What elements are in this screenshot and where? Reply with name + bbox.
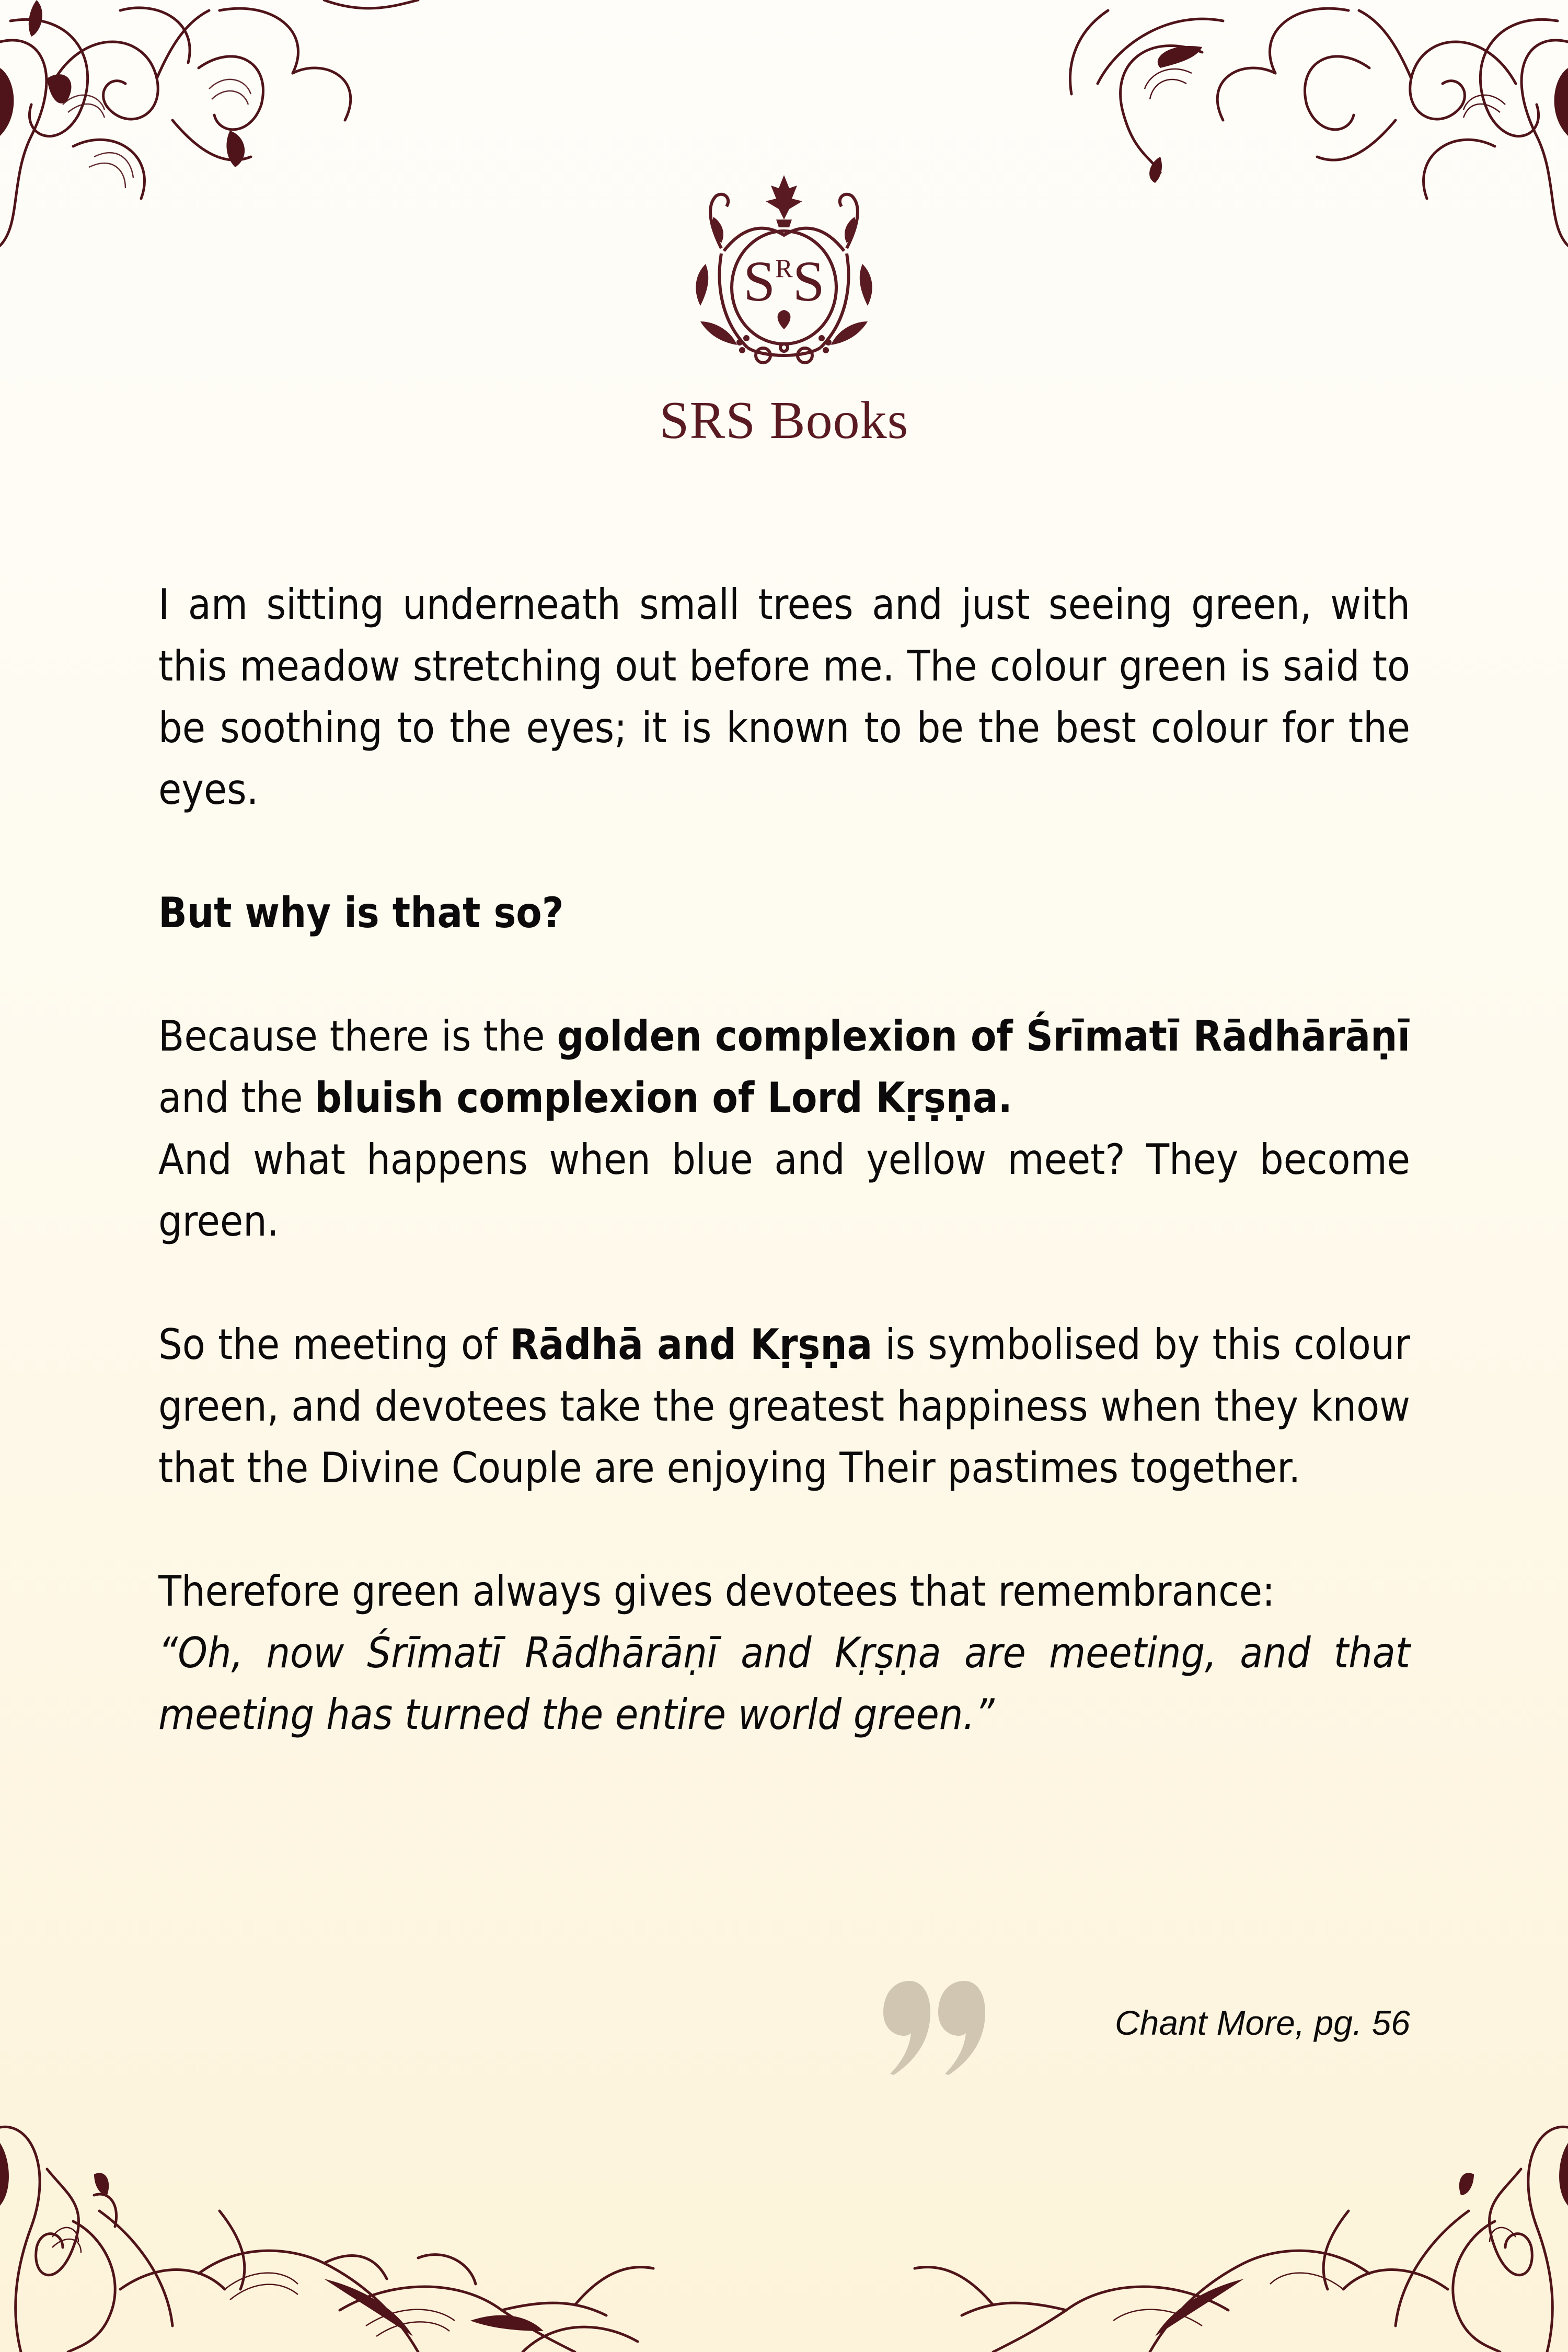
paragraph-meeting (158, 1314, 1410, 1499)
text-run: Therefore green always gives devotees that remembrance: (158, 1567, 1275, 1616)
italic-quote: “Oh, now Śrīmatī Rādhārāṇī and Kṛṣṇa are meeting, and that meeting has turned the entire world green.” (158, 1629, 1410, 1739)
bold-run-bluish: bluish complexion of Lord Kṛṣṇa. (315, 1074, 1012, 1122)
corner-ornament-bottom-left (0, 2091, 679, 2352)
text-run: Because there is the (158, 1012, 557, 1060)
corner-ornament-top-right (889, 0, 1568, 251)
crest-icon (685, 170, 883, 379)
srs-books-crest-logo (685, 170, 883, 379)
text-run: is symbolised by this colour green, and devotees take the greatest happiness when they know that the Divine Couple are enjoying Their pastimes together. (158, 1320, 1410, 1492)
bold-run-golden: golden complexion of Śrīmatī Rādhārāṇī (557, 1012, 1410, 1060)
paragraph-blue-yellow: And what happens when blue and yellow meet? They become green. (158, 1135, 1410, 1246)
article-body (158, 574, 1410, 1746)
corner-ornament-bottom-right (889, 2091, 1568, 2352)
closing-quote-icon (881, 1981, 998, 2075)
paragraph-remembrance (158, 1561, 1410, 1746)
paragraph-complexion (158, 1006, 1410, 1129)
acanthus-scroll-icon (0, 2091, 679, 2352)
corner-ornament-top-left (0, 0, 669, 251)
brand-name: SRS Books (659, 391, 909, 450)
bold-run-radha-krsna: Rādhā and Kṛṣṇa (510, 1320, 873, 1369)
monogram-srs: $S^RS$ (743, 249, 825, 313)
acanthus-scroll-icon (0, 0, 669, 251)
text-run: and the (158, 1074, 315, 1122)
acanthus-scroll-icon (889, 2091, 1568, 2352)
paragraph-question (158, 882, 1410, 944)
acanthus-scroll-icon (889, 0, 1568, 251)
question-bold: But why is that so? (158, 889, 564, 937)
paragraph-intro: I am sitting underneath small trees and just seeing green, with this meadow stretching out before me. The colour green is said to be soothing to the eyes; it is known to be the best colour for the eyes. (158, 580, 1410, 814)
text-run: So the meeting of (158, 1320, 510, 1369)
citation-source: Chant More, pg. 56 (1115, 2003, 1410, 2042)
